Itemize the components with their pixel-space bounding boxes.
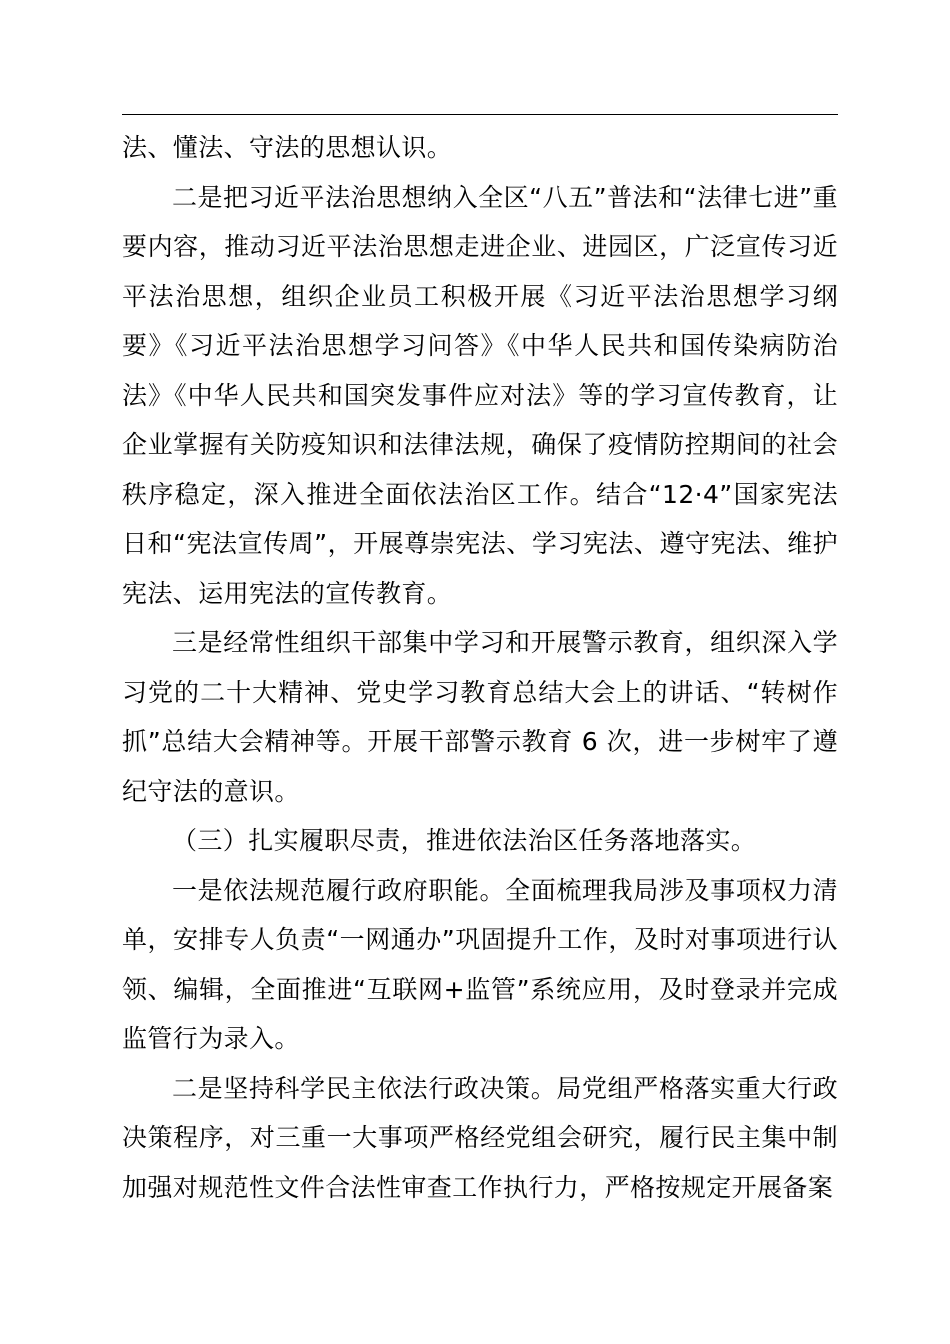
- paragraph-point-three: 三是经常性组织干部集中学习和开展警示教育，组织深入学习党的二十大精神、党史学习教育总结大会上的讲话、“转树作抓”总结大会精神等。开展干部警示教育 6 次，进一步树牢了遵纪守法的意识。: [122, 628, 838, 806]
- paragraph-point-two: 二是把习近平法治思想纳入全区“八五”普法和“法律七进”重要内容，推动习近平法治思想走进企业、进园区，广泛宣传习近平法治思想，组织企业员工积极开展《习近平法治思想学习纲要》《习近平法治思想学习问答》《中华人民共和国传染病防治法》《中华人民共和国突发事件应对法》等的学习宣传教育，让企业掌握有关防疫知识和法律法规，确保了疫情防控期间的社会秩序稳定，深入推进全面依法治区工作。结合“12·4”国家宪法日和“宪法宣传周”，开展尊崇宪法、学习宪法、遵守宪法、维护宪法、运用宪法的宣传教育。: [122, 182, 838, 608]
- document-body: [122, 123, 838, 1212]
- paragraph-continuation: 法、懂法、守法的思想认识。: [122, 133, 453, 162]
- paragraph-point-two-decisions: 二是坚持科学民主依法行政决策。局党组严格落实重大行政决策程序，对三重一大事项严格经党组会研究，履行民主集中制加强对规范性文件合法性审查工作执行力，严格按规定开展备案: [122, 1073, 838, 1202]
- paragraph-point-one-duties: 一是依法规范履行政府职能。全面梳理我局涉及事项权力清单，安排专人负责“一网通办”巩固提升工作，及时对事项进行认领、编辑，全面推进“互联网+监管”系统应用，及时登录并完成监管行为录入。: [122, 875, 838, 1053]
- top-rule-divider: [122, 114, 838, 115]
- section-heading-three: （三）扎实履职尽责，推进依法治区任务落地落实。: [172, 826, 757, 855]
